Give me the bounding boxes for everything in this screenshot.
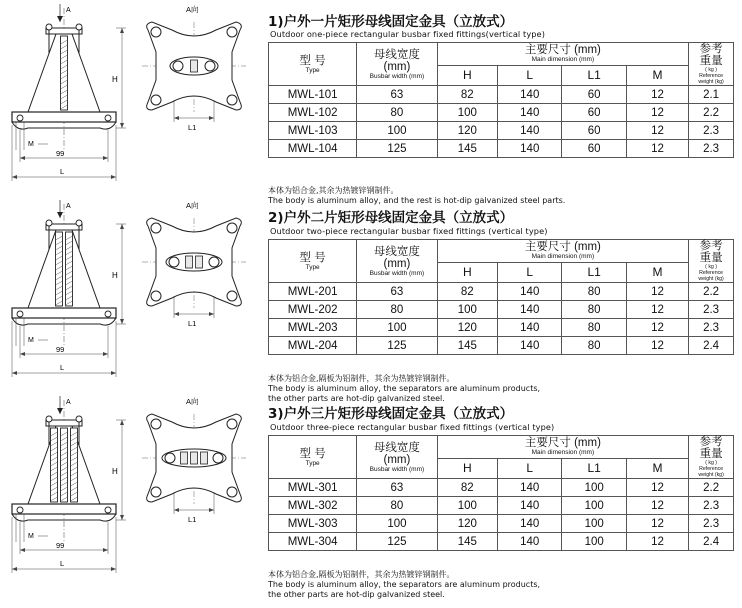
svg-text:L: L	[60, 363, 65, 372]
clamp-bolt	[205, 61, 215, 71]
cell-weight: 2.3	[689, 301, 734, 319]
cell-weight: 2.3	[689, 515, 734, 533]
side-view-drawing	[4, 392, 128, 582]
cell-h: 100	[437, 104, 497, 122]
header-weight: 参考 重量 ( kg ) Reference weight (kg)	[689, 436, 734, 479]
cell-m: 12	[626, 515, 688, 533]
cell-width: 80	[357, 104, 437, 122]
clamp-bolt	[169, 257, 179, 267]
cell-model: MWL-304	[269, 533, 357, 551]
note-chinese: 本体为铝合金,其余为热镀锌钢制件。	[268, 186, 399, 195]
table-row	[269, 301, 734, 319]
cell-width: 125	[357, 140, 437, 158]
cell-h: 120	[437, 319, 497, 337]
cell-m: 12	[626, 122, 688, 140]
cell-m: 12	[626, 497, 688, 515]
cell-l1: 100	[562, 533, 626, 551]
svg-text:A: A	[66, 399, 71, 406]
busbar-section	[201, 452, 208, 464]
svg-text:A向: A向	[186, 5, 199, 14]
svg-text:H: H	[112, 271, 118, 280]
table-row	[269, 122, 734, 140]
spec-table	[268, 239, 734, 355]
spec-table	[268, 435, 734, 551]
cell-width: 125	[357, 533, 437, 551]
svg-text:L: L	[60, 559, 65, 568]
svg-text:A: A	[66, 7, 71, 14]
cell-model: MWL-103	[269, 122, 357, 140]
side-view-drawing	[4, 0, 128, 190]
header-l1: L1	[562, 65, 626, 85]
cell-weight: 2.2	[689, 479, 734, 497]
svg-text:A向: A向	[186, 397, 199, 406]
table-row	[269, 319, 734, 337]
header-h: H	[437, 65, 497, 85]
table-row	[269, 515, 734, 533]
product-section	[0, 392, 742, 599]
cell-m: 12	[626, 140, 688, 158]
cell-h: 82	[437, 86, 497, 104]
header-m: M	[626, 262, 688, 282]
note-english-line-1: The body is aluminum alloy, the separators are aluminum products,	[268, 384, 541, 393]
cell-weight: 2.2	[689, 104, 734, 122]
cell-m: 12	[626, 301, 688, 319]
cell-width: 125	[357, 337, 437, 355]
section-title: 2)户外二片矩形母线固定金具（立放式）	[268, 210, 514, 226]
section-subtitle: Outdoor one-piece rectangular busbar fixed fittings(vertical type)	[270, 29, 545, 39]
cell-weight: 2.4	[689, 337, 734, 355]
header-main-dimension: 主要尺寸 (mm) Main dimension (mm)	[437, 240, 689, 263]
note-english-line-2: the other parts are hot-dip galvanized steel.	[268, 394, 445, 403]
table-row	[269, 533, 734, 551]
svg-text:L: L	[60, 167, 65, 176]
cell-width: 63	[357, 283, 437, 301]
clamp-bolt	[213, 453, 223, 463]
cell-weight: 2.1	[689, 86, 734, 104]
cell-l1: 60	[562, 122, 626, 140]
note-english-line-2: the other parts are hot-dip galvanized steel.	[268, 590, 445, 599]
cell-m: 12	[626, 337, 688, 355]
cell-weight: 2.3	[689, 497, 734, 515]
header-h: H	[437, 458, 497, 478]
svg-text:M: M	[28, 533, 34, 540]
cell-model: MWL-202	[269, 301, 357, 319]
section-title: 3)户外三片矩形母线固定金具（立放式）	[268, 406, 514, 422]
svg-text:99: 99	[56, 541, 65, 550]
cell-l1: 100	[562, 479, 626, 497]
cell-m: 12	[626, 104, 688, 122]
table-row	[269, 497, 734, 515]
note-chinese: 本体为铝合金,隔板为铝制件，其余为热镀锌钢制件。	[268, 374, 455, 383]
header-weight: 参考 重量 ( kg ) Reference weight (kg)	[689, 43, 734, 86]
busbar-section	[191, 452, 198, 464]
cell-l1: 80	[562, 337, 626, 355]
svg-text:H: H	[112, 75, 118, 84]
cell-l: 140	[498, 140, 562, 158]
cell-l1: 80	[562, 283, 626, 301]
table-row	[269, 104, 734, 122]
cell-l: 140	[498, 122, 562, 140]
cell-l: 140	[498, 497, 562, 515]
cell-weight: 2.2	[689, 283, 734, 301]
svg-text:L1: L1	[188, 319, 197, 328]
cell-width: 80	[357, 497, 437, 515]
cell-model: MWL-101	[269, 86, 357, 104]
cell-m: 12	[626, 86, 688, 104]
cell-l1: 100	[562, 515, 626, 533]
section-subtitle: Outdoor three-piece rectangular busbar fixed fittings (vertical type)	[270, 422, 555, 432]
cell-l: 140	[498, 86, 562, 104]
busbar-section	[181, 452, 188, 464]
cell-model: MWL-301	[269, 479, 357, 497]
product-section	[0, 0, 742, 205]
cell-model: MWL-104	[269, 140, 357, 158]
cell-l1: 60	[562, 104, 626, 122]
clamp-bolt	[173, 61, 183, 71]
cell-width: 100	[357, 319, 437, 337]
cell-h: 145	[437, 533, 497, 551]
cell-h: 145	[437, 140, 497, 158]
cell-h: 120	[437, 515, 497, 533]
cell-l1: 80	[562, 301, 626, 319]
header-main-dimension: 主要尺寸 (mm) Main dimension (mm)	[437, 436, 689, 459]
cell-h: 100	[437, 301, 497, 319]
cell-l1: 60	[562, 86, 626, 104]
header-l: L	[498, 458, 562, 478]
header-model: 型 号 Type	[269, 43, 357, 86]
cell-h: 82	[437, 479, 497, 497]
header-main-dimension: 主要尺寸 (mm) Main dimension (mm)	[437, 43, 689, 66]
note-english-line-1: The body is aluminum alloy, and the rest is hot-dip galvanized steel parts.	[268, 196, 566, 205]
cell-m: 12	[626, 479, 688, 497]
table-row	[269, 283, 734, 301]
svg-text:A向: A向	[186, 201, 199, 210]
cell-l1: 60	[562, 140, 626, 158]
cell-m: 12	[626, 283, 688, 301]
header-l: L	[498, 65, 562, 85]
svg-text:L1: L1	[188, 515, 197, 524]
header-model: 型 号 Type	[269, 240, 357, 283]
cell-weight: 2.4	[689, 533, 734, 551]
product-section	[0, 196, 742, 403]
a-direction-view-drawing	[138, 196, 250, 346]
header-l1: L1	[562, 262, 626, 282]
svg-text:M: M	[28, 337, 34, 344]
svg-text:L1: L1	[188, 123, 197, 132]
header-l: L	[498, 262, 562, 282]
header-m: M	[626, 458, 688, 478]
svg-text:M: M	[28, 141, 34, 148]
cell-weight: 2.3	[689, 140, 734, 158]
cell-width: 80	[357, 301, 437, 319]
note-chinese: 本体为铝合金,隔板为铝制件，其余为热镀锌钢制件。	[268, 570, 455, 579]
cell-width: 100	[357, 122, 437, 140]
cell-l: 140	[498, 283, 562, 301]
svg-text:A: A	[66, 203, 71, 210]
cell-l: 140	[498, 533, 562, 551]
cell-width: 63	[357, 479, 437, 497]
header-busbar-width: 母线宽度 (mm) Busbar width (mm)	[357, 436, 437, 479]
header-weight: 参考 重量 ( kg ) Reference weight (kg)	[689, 240, 734, 283]
header-h: H	[437, 262, 497, 282]
busbar-section	[186, 256, 193, 268]
header-busbar-width: 母线宽度 (mm) Busbar width (mm)	[357, 43, 437, 86]
cell-width: 100	[357, 515, 437, 533]
cell-model: MWL-303	[269, 515, 357, 533]
cell-l1: 80	[562, 319, 626, 337]
table-row	[269, 337, 734, 355]
svg-text:99: 99	[56, 149, 65, 158]
cell-l: 140	[498, 104, 562, 122]
cell-l: 140	[498, 319, 562, 337]
section-note	[268, 570, 540, 600]
cell-model: MWL-201	[269, 283, 357, 301]
header-l1: L1	[562, 458, 626, 478]
clamp-bolt	[209, 257, 219, 267]
cell-l: 140	[498, 479, 562, 497]
cell-h: 145	[437, 337, 497, 355]
table-row	[269, 140, 734, 158]
cell-l: 140	[498, 515, 562, 533]
svg-text:H: H	[112, 467, 118, 476]
cell-model: MWL-102	[269, 104, 357, 122]
header-model: 型 号 Type	[269, 436, 357, 479]
table-row	[269, 479, 734, 497]
table-row	[269, 86, 734, 104]
section-title: 1)户外一片矩形母线固定金具（立放式）	[268, 14, 514, 30]
svg-text:99: 99	[56, 345, 65, 354]
cell-h: 100	[437, 497, 497, 515]
note-english-line-1: The body is aluminum alloy, the separators are aluminum products,	[268, 580, 541, 589]
cell-h: 82	[437, 283, 497, 301]
cell-model: MWL-302	[269, 497, 357, 515]
cell-m: 12	[626, 533, 688, 551]
a-direction-view-drawing	[138, 392, 250, 542]
clamp-bolt	[165, 453, 175, 463]
cell-model: MWL-203	[269, 319, 357, 337]
cell-l: 140	[498, 301, 562, 319]
cell-l1: 100	[562, 497, 626, 515]
a-direction-view-drawing	[138, 0, 250, 150]
busbar-section	[191, 60, 198, 72]
spec-table	[268, 42, 734, 158]
cell-l: 140	[498, 337, 562, 355]
cell-model: MWL-204	[269, 337, 357, 355]
cell-weight: 2.3	[689, 319, 734, 337]
cell-weight: 2.3	[689, 122, 734, 140]
cell-width: 63	[357, 86, 437, 104]
cell-h: 120	[437, 122, 497, 140]
cell-m: 12	[626, 319, 688, 337]
busbar-section	[196, 256, 203, 268]
header-busbar-width: 母线宽度 (mm) Busbar width (mm)	[357, 240, 437, 283]
section-subtitle: Outdoor two-piece rectangular busbar fixed fittings (vertical type)	[270, 226, 548, 236]
side-view-drawing	[4, 196, 128, 386]
header-m: M	[626, 65, 688, 85]
